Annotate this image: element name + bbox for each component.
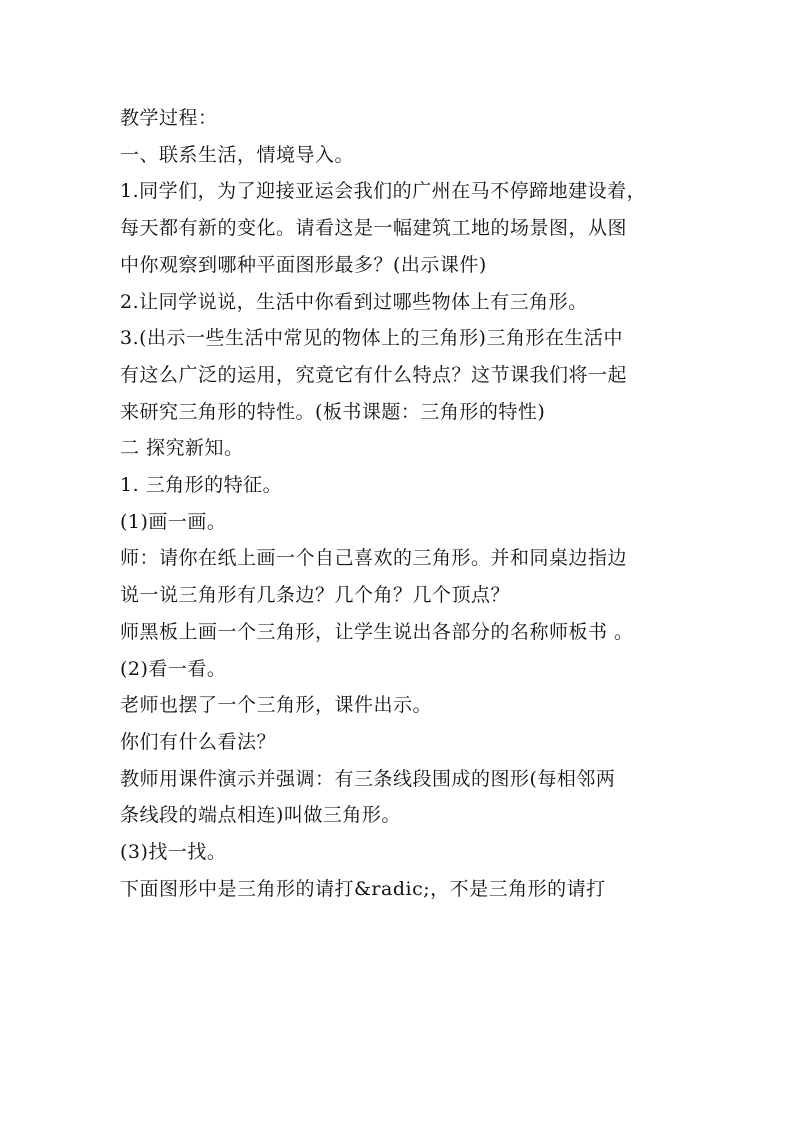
paragraph-line: 你们有什么看法？ [120, 730, 277, 753]
section-label-teaching-process: 教学过程： [120, 107, 218, 129]
step-heading: (2)看一看。 [120, 657, 227, 680]
step-heading: (3)找一找。 [120, 841, 227, 864]
step-heading: (1)画一画。 [120, 510, 227, 533]
paragraph-line: 师：请你在纸上画一个自己喜欢的三角形。并和同桌边指边 [120, 547, 628, 570]
paragraph-line: 有这么广泛的运用，究竟它有什么特点？这节课我们将一起 [120, 363, 628, 386]
paragraph-line: 来研究三角形的特性。(板书课题：三角形的特性) [120, 400, 546, 423]
paragraph-line: 条线段的端点相连)叫做三角形。 [120, 804, 401, 827]
paragraph-line: 每天都有新的变化。请看这是一幅建筑工地的场景图，从图 [120, 217, 628, 240]
paragraph-line: 说一说三角形有几条边？几个角？几个顶点？ [120, 584, 511, 607]
paragraph-line: 中你观察到哪种平面图形最多？(出示课件) [120, 253, 487, 276]
paragraph-line: 师黑板上画一个三角形，让学生说出各部分的名称师板书 。 [120, 620, 634, 643]
paragraph-line: 3.(出示一些生活中常见的物体上的三角形)三角形在生活中 [120, 327, 623, 350]
paragraph-line: 下面图形中是三角形的请打&radic;，不是三角形的请打 [120, 877, 606, 900]
paragraph-line: 2.让同学说说，生活中你看到过哪些物体上有三角形。 [120, 290, 588, 313]
document-body [120, 100, 680, 907]
paragraph-line: 教师用课件演示并强调：有三条线段围成的图形(每相邻两 [120, 767, 616, 790]
subsection-heading: 1. 三角形的特征。 [120, 474, 283, 497]
paragraph-line: 老师也摆了一个三角形，课件出示。 [120, 694, 433, 717]
section-heading-2: 二 探究新知。 [120, 437, 244, 460]
section-heading-1: 一、联系生活，情境导入。 [120, 143, 355, 166]
paragraph-line: 1.同学们，为了迎接亚运会我们的广州在马不停蹄地建设着， [120, 180, 647, 203]
